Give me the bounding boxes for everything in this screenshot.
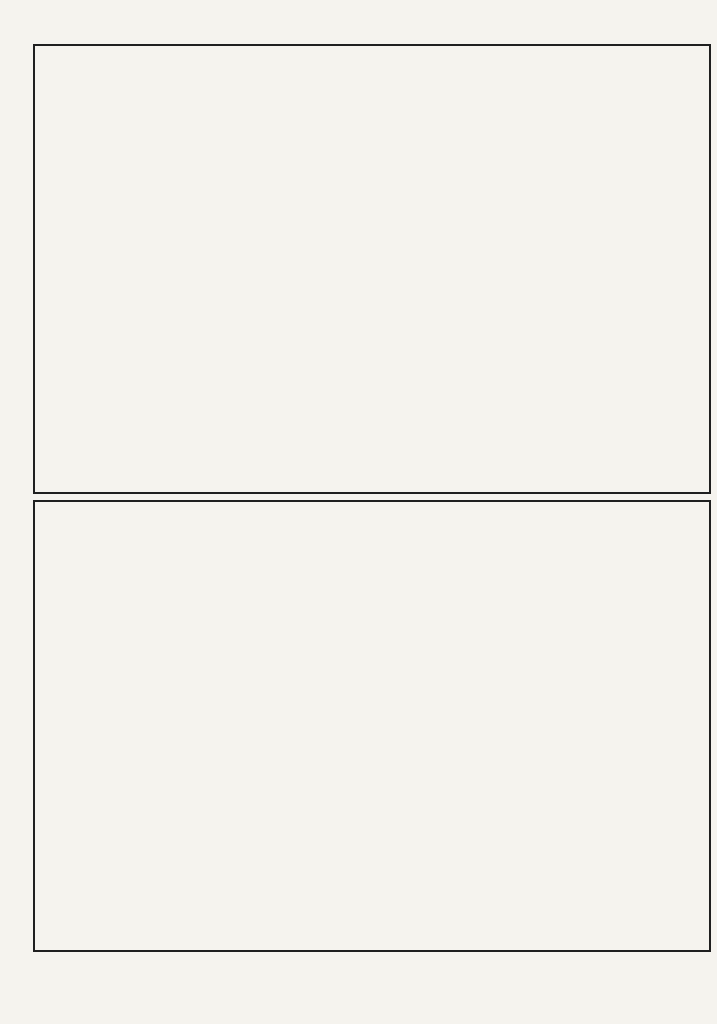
registry-table-bottom [33,500,711,952]
registry-table-top [33,44,711,494]
